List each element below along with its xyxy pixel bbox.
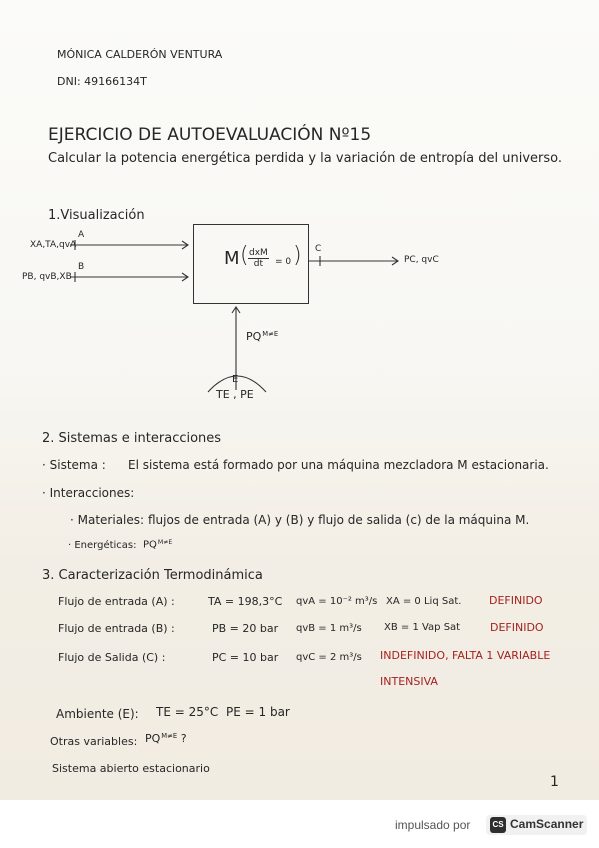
system-text: El sistema está formado por una máquina mezcladora M estacionaria. bbox=[128, 458, 549, 472]
row-a-temperature: TA = 198,3°C bbox=[208, 595, 283, 608]
ambient-pressure: PE = 1 bar bbox=[226, 705, 290, 719]
exercise-statement: Calcular la potencia energética perdida y la variación de entropía del universo. bbox=[48, 151, 562, 166]
machine-symbol: M bbox=[224, 248, 240, 269]
ambient-label: Ambiente (E): bbox=[56, 707, 139, 721]
row-c-status-continued: INTENSIVA bbox=[380, 675, 438, 688]
inlet-a-label: A bbox=[78, 230, 85, 240]
system-label: · Sistema : bbox=[42, 458, 106, 472]
inlet-a-variables: XA,TA,qvA bbox=[30, 240, 77, 250]
ambient-temperature: TE = 25°C bbox=[156, 705, 219, 719]
row-a-flow: qvA = 10⁻² m³/s bbox=[296, 596, 378, 607]
row-b-quality: XB = 1 Vap Sat bbox=[384, 622, 461, 633]
row-b-pressure: PB = 20 bar bbox=[212, 622, 279, 635]
outlet-c-label: C bbox=[315, 244, 322, 254]
page-number: 1 bbox=[550, 774, 559, 790]
row-c-flow: qvC = 2 m³/s bbox=[296, 652, 362, 663]
row-a-label: Flujo de entrada (A) : bbox=[58, 595, 175, 608]
row-c-status: INDEFINIDO, FALTA 1 VARIABLE bbox=[380, 649, 551, 662]
other-variables-value: $PQ^{M\ne E}$ ? bbox=[145, 732, 187, 745]
row-a-quality: XA = 0 Liq Sat. bbox=[386, 596, 462, 607]
open-system-note: Sistema abierto estacionario bbox=[52, 762, 210, 775]
energetic-label: · Energéticas: bbox=[68, 540, 137, 551]
power-label: $PQ^{M\ne E}$ bbox=[246, 330, 279, 343]
inlet-b-variables: PB, qvB,XB bbox=[22, 272, 72, 282]
outlet-c-variables: PC, qvC bbox=[404, 255, 439, 265]
camscanner-brand: CamScanner bbox=[510, 817, 584, 831]
derivative-fraction bbox=[248, 248, 269, 269]
camscanner-logo-icon: CS bbox=[490, 817, 506, 833]
visualization-heading: 1.Visualización bbox=[48, 208, 145, 223]
environment-variables: TE , PE bbox=[216, 388, 254, 401]
paren-open: ( bbox=[240, 243, 249, 268]
camscanner-badge bbox=[486, 815, 587, 835]
inlet-b-label: B bbox=[78, 262, 85, 272]
section3-heading: 3. Caracterización Termodinámica bbox=[42, 568, 263, 583]
row-b-flow: qvB = 1 m³/s bbox=[296, 623, 362, 634]
powered-by-text: impulsado por bbox=[395, 818, 471, 832]
row-b-status: DEFINIDO bbox=[490, 621, 544, 634]
derivative-equals: = 0 bbox=[275, 257, 292, 267]
exercise-title: EJERCICIO DE AUTOEVALUACIÓN Nº15 bbox=[48, 125, 372, 145]
interactions-label: · Interacciones: bbox=[42, 486, 135, 500]
materials-label: · Materiales: bbox=[70, 513, 145, 527]
row-a-status: DEFINIDO bbox=[489, 594, 543, 607]
student-name: MÓNICA CALDERÓN VENTURA bbox=[57, 48, 223, 61]
paren-close: ) bbox=[293, 243, 302, 268]
materials-text: flujos de entrada (A) y (B) y flujo de salida (c) de la máquina M. bbox=[148, 513, 530, 527]
student-dni: DNI: 49166134T bbox=[57, 75, 147, 88]
energetic-value: $PQ^{M\ne E}$ bbox=[143, 539, 173, 551]
other-variables-label: Otras variables: bbox=[50, 735, 138, 748]
derivative-denominator: dt bbox=[253, 259, 264, 269]
row-c-pressure: PC = 10 bar bbox=[212, 651, 279, 664]
environment-label: E bbox=[232, 374, 239, 385]
section2-heading: 2. Sistemas e interacciones bbox=[42, 431, 222, 446]
row-b-label: Flujo de entrada (B) : bbox=[58, 622, 175, 635]
derivative-numerator: dxM bbox=[249, 248, 268, 258]
row-c-label: Flujo de Salida (C) : bbox=[58, 651, 166, 664]
